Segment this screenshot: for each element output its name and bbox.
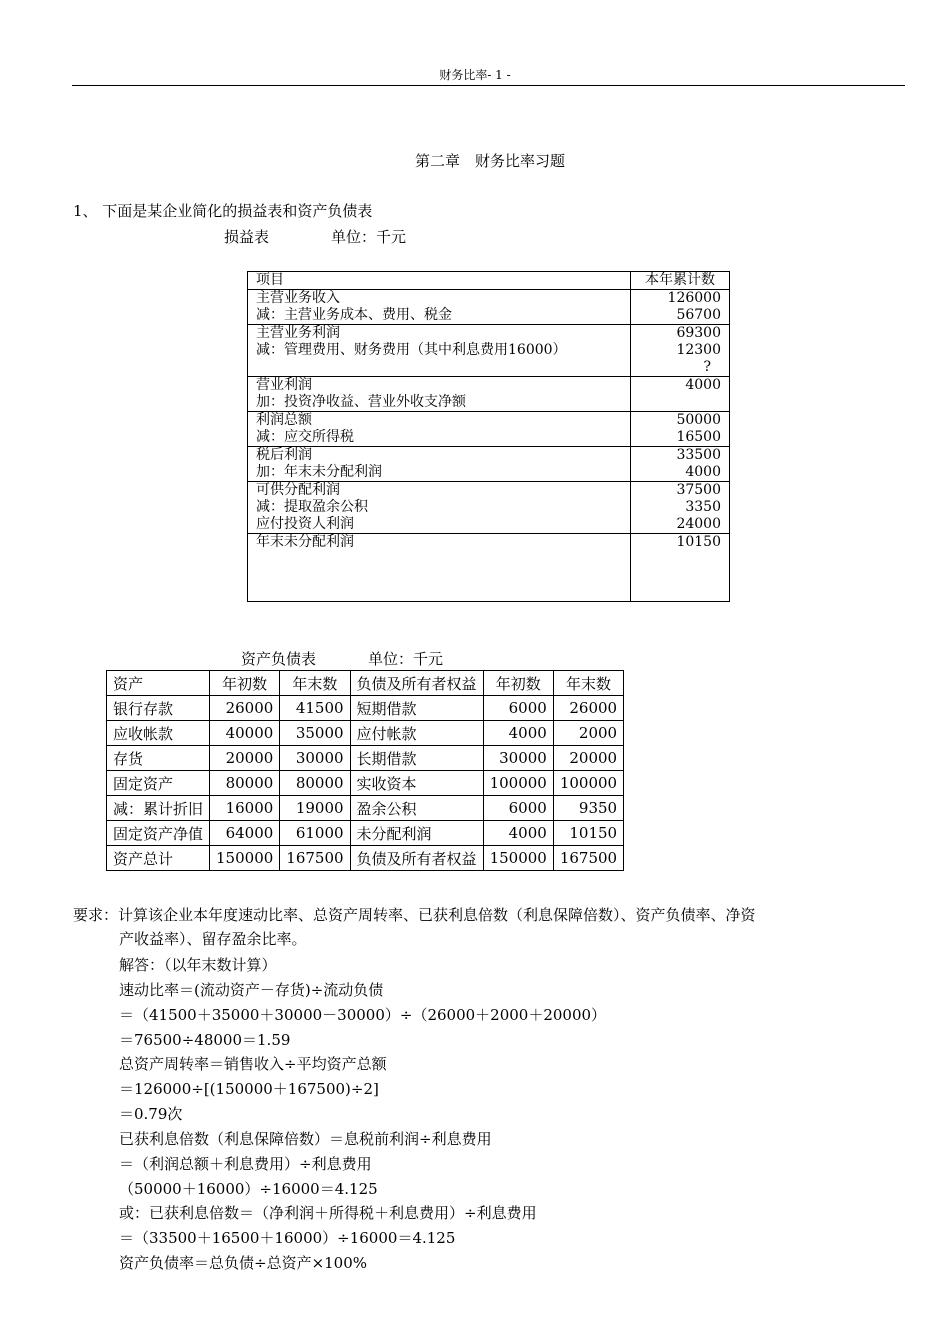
solution-line: 速动比率＝(流动资产－存货)÷流动负债 [119, 980, 384, 999]
income-statement-title: 损益表 [224, 228, 270, 246]
balance-sheet-table [106, 670, 624, 871]
item-value: 24000 [676, 516, 721, 532]
header-cell: 年末数 [280, 671, 350, 696]
item-value: 69300 [676, 325, 721, 341]
cell: 未分配利润 [350, 821, 483, 846]
cell: 80000 [280, 771, 350, 796]
chapter-title: 第二章 财务比率习题 [414, 152, 565, 170]
cell: 20000 [210, 746, 280, 771]
cell: 167500 [280, 846, 350, 871]
cell: 资产总计 [107, 846, 210, 871]
item-value: 12300 [676, 342, 721, 358]
balance-sheet-caption [241, 648, 443, 669]
cell: 26000 [553, 696, 623, 721]
cell: 30000 [483, 746, 553, 771]
item-label: 减：管理费用、财务费用（其中利息费用16000） [256, 342, 567, 358]
item-value: 126000 [667, 290, 721, 306]
table-row [107, 696, 624, 721]
balance-sheet-unit: 单位：千元 [368, 650, 444, 668]
item-label: 税后利润 [256, 447, 312, 463]
cell: 20000 [553, 746, 623, 771]
solution-line: 或：已获利息倍数＝（净利润＋所得税＋利息费用）÷利息费用 [119, 1204, 537, 1223]
table-row [248, 534, 730, 602]
cell: 80000 [210, 771, 280, 796]
table-header-row [248, 272, 730, 290]
cell: 40000 [210, 721, 280, 746]
cell: 应付帐款 [350, 721, 483, 746]
table-row [248, 325, 730, 377]
cell: 26000 [210, 696, 280, 721]
item-value: ? [703, 359, 711, 375]
cell: 10150 [553, 821, 623, 846]
header-cell: 资产 [107, 671, 210, 696]
solution-line: ＝（33500＋16500＋16000）÷16000＝4.125 [119, 1229, 456, 1248]
solution-line: ＝0.79次 [119, 1105, 183, 1124]
item-label: 利润总额 [256, 412, 312, 428]
table-row [107, 746, 624, 771]
item-value: 16500 [676, 429, 721, 445]
cell: 19000 [280, 796, 350, 821]
item-value: 10150 [676, 534, 721, 550]
item-label: 主营业务收入 [256, 290, 340, 306]
requirement-line: 要求：计算该企业本年度速动比率、总资产周转率、已获利息倍数（利息保障倍数）、资产负债率、净资 [73, 906, 756, 924]
cell: 4000 [483, 721, 553, 746]
cell: 存货 [107, 746, 210, 771]
col-value-header: 本年累计数 [631, 272, 730, 290]
item-value: 4000 [685, 377, 721, 393]
solution-line: （50000＋16000）÷16000＝4.125 [119, 1179, 378, 1198]
item-label: 加：投资净收益、营业外收支净额 [256, 394, 466, 410]
income-statement-caption [224, 226, 406, 247]
item-value: 3350 [685, 499, 721, 515]
solution-line: 已获利息倍数（利息保障倍数）＝息税前利润÷利息费用 [119, 1129, 492, 1148]
header-cell: 年末数 [553, 671, 623, 696]
item-label: 营业利润 [256, 377, 312, 393]
cell: 6000 [483, 796, 553, 821]
cell: 16000 [210, 796, 280, 821]
table-row [107, 846, 624, 871]
cell: 167500 [553, 846, 623, 871]
cell: 固定资产净值 [107, 821, 210, 846]
table-row [107, 821, 624, 846]
cell: 150000 [210, 846, 280, 871]
running-header: 财务比率- 1 - [439, 68, 511, 82]
item-label: 可供分配利润 [256, 482, 340, 498]
item-value: 37500 [676, 482, 721, 498]
cell: 100000 [553, 771, 623, 796]
table-row [248, 482, 730, 534]
income-statement-table [247, 271, 730, 602]
balance-sheet-title: 资产负债表 [241, 650, 317, 668]
cell: 短期借款 [350, 696, 483, 721]
table-header-row [107, 671, 624, 696]
cell: 减：累计折旧 [107, 796, 210, 821]
cell: 41500 [280, 696, 350, 721]
solution [119, 953, 606, 1276]
table-row [107, 796, 624, 821]
cell: 长期借款 [350, 746, 483, 771]
table-row [248, 447, 730, 482]
cell: 150000 [483, 846, 553, 871]
table-row [248, 290, 730, 325]
cell: 6000 [483, 696, 553, 721]
item-label: 减：提取盈余公积 [256, 499, 368, 515]
header-cell: 年初数 [210, 671, 280, 696]
item-label: 加：年末未分配利润 [256, 464, 382, 480]
solution-line: 解答：（以年末数计算） [119, 956, 277, 974]
table-row [107, 771, 624, 796]
cell: 35000 [280, 721, 350, 746]
cell: 4000 [483, 821, 553, 846]
cell: 负债及所有者权益 [350, 846, 483, 871]
item-label: 主营业务利润 [256, 325, 340, 341]
table-row [248, 377, 730, 412]
item-value: 33500 [676, 447, 721, 463]
table-row [107, 721, 624, 746]
cell: 应收帐款 [107, 721, 210, 746]
item-value: 4000 [685, 464, 721, 480]
solution-line: ＝126000÷[(150000＋167500)÷2] [119, 1080, 379, 1099]
solution-line: 资产负债率＝总负债÷总资产×100% [119, 1254, 368, 1273]
cell: 64000 [210, 821, 280, 846]
item-value: 50000 [676, 412, 721, 428]
income-statement-unit: 单位：千元 [331, 228, 407, 246]
cell: 盈余公积 [350, 796, 483, 821]
cell: 银行存款 [107, 696, 210, 721]
solution-line: ＝76500÷48000＝1.59 [119, 1030, 291, 1049]
cell: 9350 [553, 796, 623, 821]
cell: 实收资本 [350, 771, 483, 796]
cell: 固定资产 [107, 771, 210, 796]
header-cell: 年初数 [483, 671, 553, 696]
requirement-line: 产收益率）、留存盈余比率。 [119, 930, 307, 948]
cell: 61000 [280, 821, 350, 846]
col-item-header: 项目 [248, 272, 631, 290]
solution-line: ＝（41500＋35000＋30000－30000）÷（26000＋2000＋20000） [119, 1005, 607, 1024]
item-label: 应付投资人利润 [256, 516, 354, 532]
solution-line: ＝（利润总额＋利息费用）÷利息费用 [119, 1154, 372, 1173]
header-rule [72, 85, 905, 86]
item-label: 减：应交所得税 [256, 429, 354, 445]
question-1: 1、 下面是某企业简化的损益表和资产负债表 [73, 202, 373, 220]
cell: 2000 [553, 721, 623, 746]
item-value: 56700 [676, 307, 721, 323]
solution-line: 总资产周转率＝销售收入÷平均资产总额 [119, 1055, 387, 1074]
cell: 30000 [280, 746, 350, 771]
table-row [248, 412, 730, 447]
item-label: 减：主营业务成本、费用、税金 [256, 307, 452, 323]
header-cell: 负债及所有者权益 [350, 671, 483, 696]
cell: 100000 [483, 771, 553, 796]
requirement [73, 903, 909, 951]
item-label: 年末未分配利润 [256, 534, 354, 550]
